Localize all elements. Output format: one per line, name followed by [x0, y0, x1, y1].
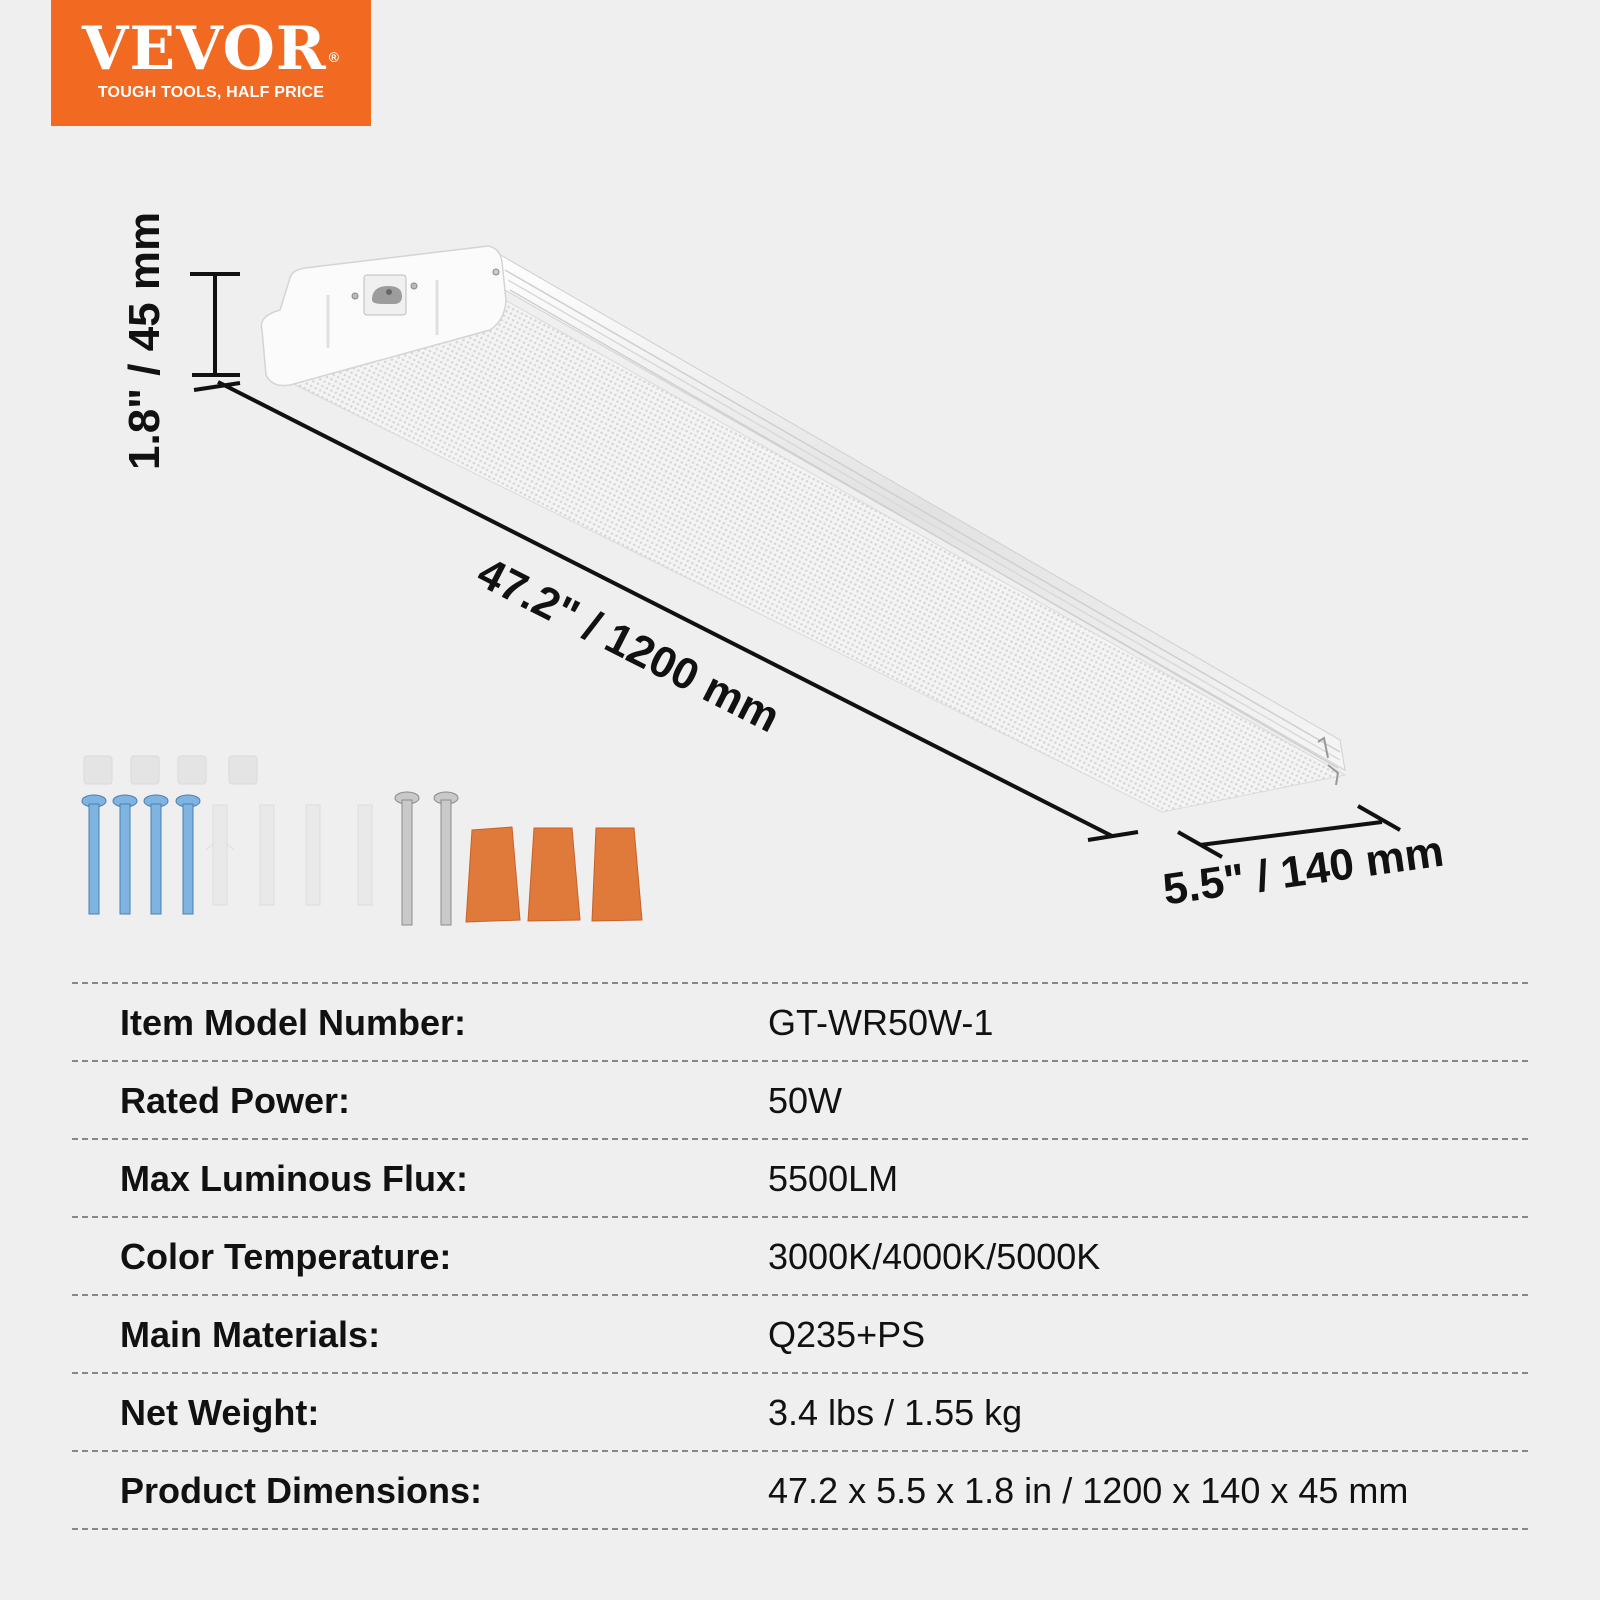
- length-dimension-label: 47.2" / 1200 mm: [469, 548, 788, 743]
- height-dimension-line: [190, 274, 240, 390]
- spec-label: Color Temperature:: [120, 1236, 452, 1277]
- spec-value: 5500LM: [768, 1158, 899, 1199]
- wood-screws: [82, 795, 200, 914]
- spec-row-color-temperature: [72, 1216, 1528, 1294]
- spec-value: Q235+PS: [768, 1314, 926, 1355]
- width-dimension-label: 5.5" / 140 mm: [1160, 826, 1447, 915]
- spec-row-rated-power: [72, 1060, 1528, 1138]
- spec-label: Rated Power:: [120, 1080, 351, 1121]
- wire-nuts: [466, 827, 642, 922]
- spec-row-main-materials: [72, 1294, 1528, 1372]
- specifications-table: [72, 982, 1528, 1530]
- registered-mark: ®: [328, 49, 341, 65]
- spec-value: 47.2 x 5.5 x 1.8 in / 1200 x 140 x 45 mm: [768, 1470, 1409, 1511]
- light-fixture: [261, 246, 1345, 812]
- spec-value: GT-WR50W-1: [768, 1002, 994, 1043]
- height-dimension-label: 1.8" / 45 mm: [120, 211, 169, 470]
- spec-row-model-number: [72, 982, 1528, 1060]
- spec-row-net-weight: [72, 1372, 1528, 1450]
- brand-name: VEVOR ®: [81, 14, 341, 84]
- spec-label: Max Luminous Flux:: [120, 1158, 469, 1199]
- spec-value: 50W: [768, 1080, 843, 1121]
- spec-value: 3.4 lbs / 1.55 kg: [768, 1392, 1023, 1433]
- spec-label: Item Model Number:: [120, 1002, 467, 1043]
- anchor-caps: [84, 756, 257, 784]
- brand-tagline: TOUGH TOOLS, HALF PRICE: [97, 84, 325, 101]
- spec-label: Main Materials:: [120, 1314, 381, 1355]
- spec-label: Product Dimensions:: [120, 1470, 483, 1511]
- spec-row-product-dimensions: [72, 1450, 1528, 1530]
- machine-screws: [395, 792, 458, 925]
- wall-anchors: [206, 805, 372, 905]
- spec-row-luminous-flux: [72, 1138, 1528, 1216]
- spec-label: Net Weight:: [120, 1392, 320, 1433]
- accessories-kit: [82, 756, 642, 925]
- spec-value: 3000K/4000K/5000K: [768, 1236, 1101, 1277]
